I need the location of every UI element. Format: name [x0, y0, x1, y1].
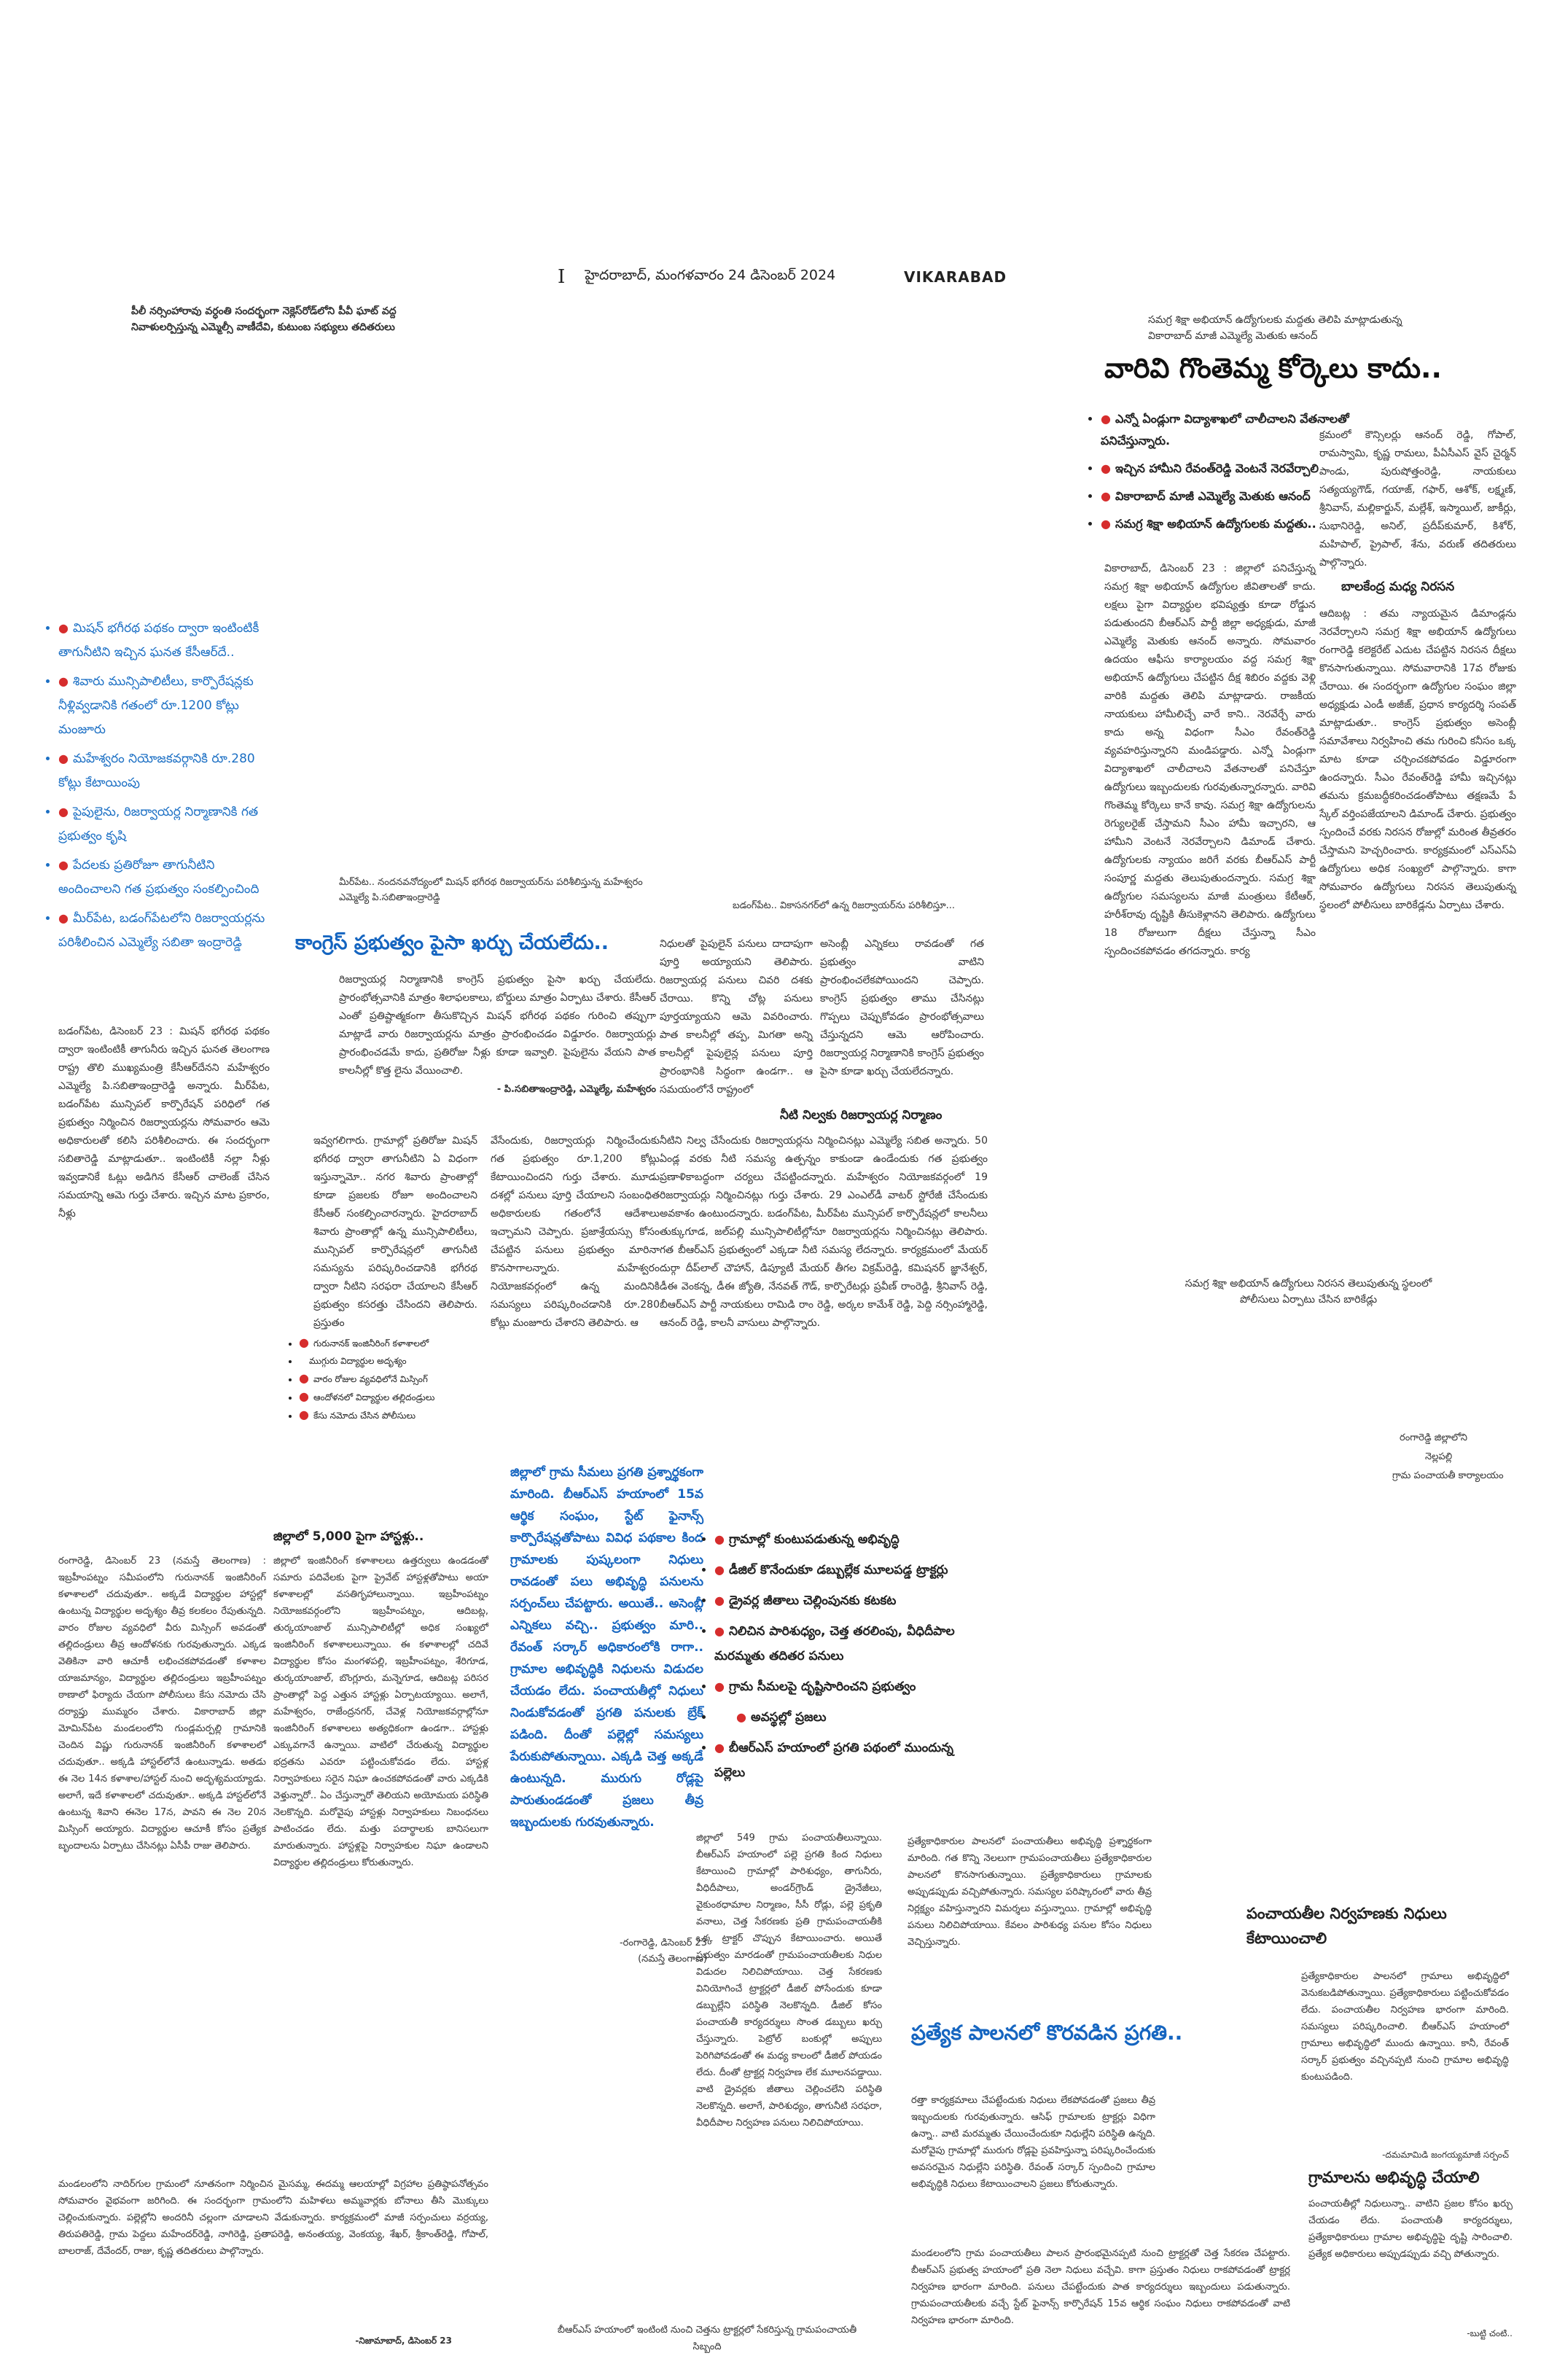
bottom-photo-caption: బీఆర్ఎస్ హయాంలో ఇంటింటి నుంచి చెత్తను ట్రాక్టర్లలో సేకరిస్తున్న గ్రామపంచాయతీ సిబ్బంది [557, 2325, 857, 2352]
story4-bullet: ● • బీఆర్ఎస్ హయాంలో ప్రగతి పథంలో ముందున్న పల్లెలు [714, 1736, 984, 1785]
story4-bullet: ● • డ్రైవర్ల జీతాలు చెల్లింపునకు కటకట [714, 1588, 984, 1613]
story4-dateline [583, 1935, 707, 1967]
story1-photo-caption-right: బడంగ్‌పేట.. వికాసనగర్‌లో ఉన్న రిజర్వాయర్‌ను పరిశీలిస్తూ... [733, 900, 956, 911]
story1-bullet: ● • మీర్‌పేట, బడంగ్‌పేటలోని రిజర్వాయర్లను పరిశీలించిన ఎమ్మెల్యే సబితా ఇంద్రారెడ్డి [58, 906, 277, 955]
story1-body-col1: బడంగ్‌పేట, డిసెంబర్ 23 : మిషన్ భగీరథ పథకం ద్వారా ఇంటింటికీ తాగునీరు ఇచ్చిన ఘనత తెలంగాణ రాష్ట్ర తొలి ముఖ్యమంత్రి కేసీఆర్‌దేనని మహేశ్వరం ఎమ్మెల్యే పి.సబితాఇంద్రారెడ్డి అన్నారు. మీర్‌పేట, బడంగ్‌పేట మున్సిపల్ కార్పొరేషన్ పరిధిలో గత ప్రభుత్వం నిర్మించిన రిజర్వాయర్లను సోమవారం ఆమె అధికారులతో కలిసి పరిశీలించారు. ఈ సందర్భంగా సబితారెడ్డి మాట్లాడుతూ.. ఇంటింటికీ నల్లా నీళ్లు ఇవ్వడానికే ఓట్లు అడిగిన కేసీఆర్ చాలెంజ్ చేసిన సమయాన్ని ఆమె గుర్తు చేశారు. ఇచ్చిన మాట ప్రకారం, నీళ్లు [58, 1026, 270, 1220]
story3-highlight: ● • కేసు నమోదు చేసిన పోలీసులు [299, 1406, 518, 1424]
story1-body-bottom: నీటిని నిల్వ చేసేందుకు రిజర్వాయర్లను నిర్మించినట్లు ఎమ్మెల్యే సబిత అన్నారు. 50 ఏండ్ల వరకు నీటి సమస్య ఉత్పన్నం కాకుండా ఉండేందుకు గత ప్రభుత్వం ప్రణాళికాబద్ధంగా చర్యలు చేపట్టిందన్నారు. మహేశ్వరం నియోజకవర్గంలో 19 రిజర్వాయర్లు నిర్మించినట్లు గుర్తు చేశారు. 29 ఎంఎల్‌డీ వాటర్ స్టోరేజీ చేసేందుకు అవకాశం ఉంటుందన్నారు. బడంగ్‌పేట, మీర్‌పేట మున్సిపల్ కార్పొరేషన్లలో కాలనీలు తుక్కుగూడ, జల్‌పల్లి మున్సిపాలిటీల్లోనూ రిజర్వాయర్లను నిర్మించినట్లు తెలిపారు. గత బీఆర్ఎస్ ప్రభుత్వంలో ఎక్కడా నీటి సమస్య లేదన్నారు. కార్యక్రమంలో మేయర్ దుర్గా దీప్‌లాల్ చౌహాన్, డిప్యూటీ మేయర్ తీగల విక్రమ్‌రెడ్డి, కమిషనర్ జ్ఞానేశ్వర్, డీఈ వెంకన్న, డీఈ జ్యోతి, నేనవత్ గౌడ్, కార్పొరేటర్లు ప్రవీణ్ రాంరెడ్డి, శ్రీనివాస్ రెడ్డి, బీఆర్ఎస్ పార్టీ నాయకులు రామిడి రాం రెడ్డి, అర్కల కామేశ్ రెడ్డి, పెద్ది నర్సింహ్మారెడ్డి, ఆనంద్ రెడ్డి, కాలనీ వాసులు పాల్గొన్నారు. [660, 1135, 988, 1329]
story1-bullet: ● • మిషన్ భగీరథ పథకం ద్వారా ఇంటింటికీ తాగునీటిని ఇచ్చిన ఘనత కేసీఆర్‌దే.. [58, 616, 277, 665]
story4-side-headline: పంచాయతీల నిర్వహణకు నిధులు కేటాయించాలి [1246, 1905, 1447, 1947]
story2-kicker [1148, 312, 1469, 344]
story2-photo-caption-line2: పోలీసులు ఏర్పాటు చేసిన బారికేడ్లు [1239, 1294, 1378, 1306]
story2-photo-caption [1148, 1276, 1469, 1308]
page-marker: I [558, 266, 566, 288]
story1-bullet: ● • పేదలకు ప్రతిరోజూ తాగునీటిని అందించాలని గత ప్రభుత్వం సంకల్పించింది [58, 853, 277, 902]
story3-body-col1: రంగారెడ్డి, డిసెంబర్ 23 (నమస్తే తెలంగాణ) : ఇబ్రహీంపట్నం సమీపంలోని గురునానక్ ఇంజినీరింగ్ కళాశాలలో చదువుతూ.. అక్కడే విద్యార్థుల హాస్టల్లో ఉంటున్న విద్యార్థుల అదృశ్యం తీవ్ర కలకలం రేపుతున్నది. వారం రోజుల వ్యవధిలో వీరు మిస్సింగ్ అవడంతో తల్లిదండ్రులు తీవ్ర ఆందోళనకు గురవుతున్నారు. ఎక్కడ వెతికినా వారి ఆచూకీ లభించకపోవడంతో కళాశాల యాజమాన్యం, విద్యార్థుల తల్లిదండ్రులు ఇబ్రహీంపట్నం ఠాణాలో ఫిర్యాదు చేయగా పోలీసులు కేసు నమోదు చేసి దర్యాప్తు ముమ్మరం చేశారు. వికారాబాద్ జిల్లా మోమిన్‌పేట మండలంలోని గుండ్లమర్పల్లి గ్రామానికి చెందిన విష్ణు గురునానక్ ఇంజినీరింగ్ కళాశాలలో చదువుతూ.. అక్కడి హాస్టల్‌లోనే ఉంటున్నాడు. అతడు ఈ నెల 14న కళాశాల/హాస్టల్ నుంచి అదృశ్యమయ్యాడు. అలాగే, ఇదే కళాశాలలో చదువుతూ.. అక్కడి హాస్టల్‌లోనే ఉంటున్న శివాని ఈనెల 17న, పావని ఈ నెల 20న మిస్సింగ్ అయ్యారు. విద్యార్థుల ఆచూకీ కోసం ప్రత్యేక బృందాలను ఏర్పాటు చేసినట్లు ఏసీపీ రాజు తెలిపారు. [58, 1556, 266, 1852]
story4-bullet: ● • గ్రామ సీమలపై దృష్టిసారించని ప్రభుత్వం [714, 1674, 984, 1699]
story2-bullet: ● • సమగ్ర శిక్షా అభియాన్ ఉద్యోగులకు మద్దతు.. [1101, 513, 1370, 535]
story3-highlight: ● • ఆందోళనలో విద్యార్థుల తల్లిదండ్రులు [299, 1388, 518, 1406]
story1-body-col2: ఇవ్వగలిగారు. గ్రామాల్లో ప్రతిరోజు మిషన్ భగీరథ ద్వారా తాగునీటిని ఏ విధంగా ఇస్తున్నామో.. నగర శివారు ప్రాంతాల్లో కూడా ప్రజలకు రోజూ అందించాలని కేసీఆర్ సంకల్పించారన్నారు. హైదరాబాద్ శివారు ప్రాంతాల్లో ఉన్న మున్సిపాలిటీలు, మున్సిపల్ కార్పొరేషన్లలో తాగునీటి సమస్యను పరిష్కరించడానికి భగీరథ ద్వారా నీటిని సరఫరా చేయాలని కేసీఆర్ ప్రభుత్వం కసరత్తు చేసిందని తెలిపారు. ప్రస్తుతం [313, 1135, 477, 1329]
story3-photo-caption [1356, 1429, 1516, 1486]
story4-side-headline2: గ్రామాలను అభివృద్ధి చేయాలి [1308, 2169, 1480, 2186]
story1-bullets [58, 616, 277, 959]
bottom-body: మండలంలోని నాదిర్‌గుల గ్రామంలో నూతనంగా నిర్మించిన మైసమ్మ, ఈదమ్మ ఆలయాల్లో విగ్రహాల ప్రతిష్ఠాపనోత్సవం సోమవారం వైభవంగా జరిగింది. ఈ సందర్భంగా గ్రామంలోని మహిళలు అమ్మవార్లకు బోనాలు తీసి మొక్కులు చెల్లించుకున్నారు. పల్లెల్లోని అందరినీ చల్లంగా చూడాలని వేడుకున్నారు. కార్యక్రమంలో మాజీ సర్పంచులు వర్రయ్య, తిరుపతిరెడ్డి, గ్రామ పెద్దలు మహేందర్‌రెడ్డి, నాగిరెడ్డి, ప్రతాపరెడ్డి, అనంతయ్య, వెంకయ్య, శేఖర్, శ్రీకాంత్‌రెడ్డి, గోపాల్, బాలరాజ్, దేవేందర్, రాజు, కృష్ణ తదితరులు పాల్గొన్నారు. [58, 2179, 488, 2257]
left-photo-caption [131, 303, 510, 335]
story1-quote-attr: - పి.సబితాఇంద్రారెడ్డి, ఎమ్మెల్యే, మహేశ్వరం [496, 1084, 656, 1095]
story2-body-right-top: క్రమంలో కౌన్సిలర్లు ఆనంద్ రెడ్డి, గోపాల్, రామస్వామి, కృష్ణ రామలు, పీఏసీఎస్ వైస్ చైర్మన్ పాండు, పురుషోత్తంరెడ్డి, నాయకులు సత్యయ్యగౌడ్, గయాజ్, గఫార్, ఆశోక్, లక్ష్మణ్, శ్రీనివాస్, మల్లికార్జున్, మల్లేశ్, ఇస్మాయిల్, జాకీర్లు, సుభానిరెడ్డి, అనిల్, ప్రదీప్‌కుమార్, కిశోర్, మహిపాల్, ప్రైపాల్, శేను, వరుణ్ తదితరులు పాల్గొన్నారు. [1319, 429, 1516, 569]
story4-side-body2: పంచాయతీల్లో నిధులున్నా.. వాటిని ప్రజల కోసం ఖర్చు చేయడం లేదు. పంచాయతీ కార్యదర్శులు, ప్రత్యేకాధికారులు గ్రామాల అభివృద్ధిపై దృష్టి సారించాలి. ప్రత్యేక అధికారులు అప్పుడప్పుడు వచ్చి పోతున్నారు. [1308, 2198, 1513, 2260]
story4-headline: ప్రత్యేక పాలనలో కొరవడిన ప్రగతి.. [911, 2021, 1183, 2045]
left-photo-caption-line1: పీలీ నర్సింహారావు వర్ధంతి సందర్భంగా నెక్లెస్‌రోడ్‌లోని పీవీ ఘాట్ వద్ద [131, 305, 397, 317]
story4-body-bottom: రత్తా కార్యక్రమాలు చేపట్టేందుకు నిధులు లేకపోవడంతో ప్రజలు తీవ్ర ఇబ్బందులకు గురవుతున్నారు. ఆసిఫ్ గ్రామాలకు ట్రాక్టర్లు విధిగా ఉన్నా.. వాటి మరమ్మతు చేయించేందుకూ నిధుల్లేని పరిస్థితి ఉన్నది. మరోవైపు గ్రామాల్లో మురుగు రోడ్లపై ప్రవహిస్తున్నా పరిష్కరించేందుకు అవసరమైన నిధుల్లేని పరిస్థితి. రేవంత్ సర్కార్ స్పందించి గ్రామాల అభివృద్ధికి నిధులు కేటాయించాలని ప్రజలు కోరుతున్నారు. [911, 2095, 1155, 2190]
story2-kicker-line2: వికారాబాద్ మాజీ ఎమ్మెల్యే మెతుకు ఆనంద్ [1148, 330, 1318, 342]
story3-highlights [299, 1334, 518, 1424]
story1-body-col5: అసెంబ్లీ ఎన్నికలు రావడంతో గత ప్రభుత్వం వాటిని ప్రారంభించలేకపోయిందని చెప్పారు. కాంగ్రెస్ ప్రభుత్వం తాము చేసినట్లు గొప్పలు చెప్పుకోవడం ప్రారంభోత్సవాలు చేస్తున్నదని ఆమె ఆరోపించారు. రిజర్వాయర్ల నిర్మాణానికి కాంగ్రెస్ ప్రభుత్వం పైసా కూడా ఖర్చు చేయలేదన్నారు. [820, 938, 984, 1077]
story2-bullet: ● • ఎన్నో ఏండ్లుగా విద్యాశాఖలో చాలీచాలని వేతనాలతో పనిచేస్తున్నారు. [1101, 408, 1370, 452]
story4-bullets [714, 1527, 984, 1791]
story4-dateline-line1: -రంగారెడ్డి, డిసెంబర్ 23 [619, 1938, 707, 1948]
story4-side-body: ప్రత్యేకాధికారుల పాలనలో గ్రామాలు అభివృద్ధిలో వెనుకబడిపోతున్నాయి. ప్రత్యేకాధికారులు పట్టించుకోవడం లేదు. పంచాయతీల నిర్వహణ భారంగా మారింది. సమస్యలు పరిష్కరించాలి. బీఆర్ఎస్ హయాంలో గ్రామాలు అభివృద్ధిలో ముందు ఉన్నాయి. కానీ, రేవంత్ సర్కార్ ప్రభుత్వం వచ్చినప్పటి నుంచి గ్రామాల అభివృద్ధి కుంటుపడింది. [1301, 1971, 1509, 2083]
story2-subhead: బాలకేంద్ర మధ్య నిరసన [1341, 580, 1455, 594]
story1-quote [339, 971, 656, 1117]
story2-body-left: వికారాబాద్, డిసెంబర్ 23 : జిల్లాలో పనిచేస్తున్న సమగ్ర శిక్షా అభియాన్ ఉద్యోగుల జీవితాలతో కాదు. లక్షలు పైగా విద్యార్థుల భవిష్యత్తు కూడా రోడ్డున పడుతుందని బీఆర్ఎస్ పార్టీ జిల్లా అధ్యక్షుడు, మాజీ ఎమ్మెల్యే మెతుకు ఆనంద్ అన్నారు. సోమవారం ఉదయం ఆఫీసు కార్యాలయం వద్ద సమగ్ర శిక్షా అభియాన్ ఉద్యోగులు చేపట్టిన దీక్ష శిబిరం వద్దకు వెళ్లి వారికి మద్దతు తెలిపి మాట్లాడారు. రాజకీయ నాయకులు హామీలిచ్చే వారే కాని.. నెరవేర్చే వారు కాదు అన్న విధంగా సీఎం రేవంత్‌రెడ్డి వ్యవహరిస్తున్నారని మండిపడ్డారు. ఎన్నో ఏండ్లుగా విద్యాశాఖలో చాలీచాలని వేతనాలతో పనిచేస్తూ ఉద్యోగులు ఇబ్బందులకు గురవుతున్నారన్నారు. వారివి గొంతెమ్మ కోర్కెలు కానే కావు. సమగ్ర శిక్షా ఉద్యోగులను రెగ్యులరైజ్ చేస్తామని సీఎం హామీ ఇచ్చారని, ఆ హామీని వెంటనే నెరవేర్చాలని డిమాండ్ చేశారు. ఉద్యోగులకు న్యాయం జరిగే వరకు బీఆర్ఎస్ పార్టీ సంపూర్ణ మద్దతు తెలుపుతుందన్నారు. సమగ్ర శిక్షా ఉద్యోగుల సమస్యలను మాజీ మంత్రులు కేటీఆర్, హరీశ్‌రావు దృష్టికి తీసుకెళ్లానని తెలిపారు. ఉద్యోగులు 18 రోజులుగా దీక్షలు చేస్తున్నా సీఎం స్పందించకపోవడం తగదన్నారు. కార్య [1104, 563, 1316, 957]
story4-highlight-paragraph: జిల్లాలో గ్రామ సీమలు ప్రగతి ప్రశ్నార్థకంగా మారింది. బీఆర్ఎస్ హయాంలో 15వ ఆర్థిక సంఘం, స్టేట్ ఫైనాన్స్ కార్పొరేషన్లతోపాటు వివిధ పథకాల కింద గ్రామాలకు పుష్కలంగా నిధులు రావడంతో పలు అభివృద్ధి పనులను సర్పంచ్‌లు చేపట్టారు. అయితే.. అసెంబ్లీ ఎన్నికలు వచ్చి.. ప్రభుత్వం మారి.. రేవంత్ సర్కార్ అధికారంలోకి రాగా.. గ్రామాల అభివృద్ధికి నిధులను విడుదల చేయడం లేదు. పంచాయతీల్లో నిధులు నిండుకోవడంతో ప్రగతి పనులకు బ్రేక్ పడింది. దీంతో పల్లెల్లో సమస్యలు పేరుకుపోతున్నాయి. ఎక్కడి చెత్త అక్కడే ఉంటున్నది. మురుగు రోడ్లపై పారుతుండడంతో ప్రజలు తీవ్ర ఇబ్బందులకు గురవుతున్నారు. [510, 1465, 703, 1830]
story4-bullet: ● • గ్రామాల్లో కుంటుపడుతున్న అభివృద్ధి [714, 1527, 984, 1552]
story3-highlight: • ముగ్గురు విద్యార్థుల అదృశ్యం [299, 1352, 518, 1370]
story2-bullet: ● • ఇచ్చిన హామీని రేవంత్‌రెడ్డి వెంటనే నెరవేర్చాలి [1101, 458, 1370, 480]
story4-side-attr2: -బుట్టి చంటి.. [1467, 2328, 1513, 2338]
story1-body-col4: నిధులతో పైపులైన్ పనులు దాదాపుగా పూర్తి అయ్యాయని తెలిపారు. రిజర్వాయర్ల పనులు చివరి దశకు చేరాయి. కొన్ని చోట్ల పనులు పూర్తయ్యాయని ఆమె వివరించారు. పాత కాలనీల్లో తప్ప, మిగతా అన్ని కాలనీల్లో పైపులైన్ల పనులు పూర్తి ప్రారంభానికి సిద్ధంగా ఉండగా.. ఆ సమయంలోనే రాష్ట్రంలో [660, 938, 813, 1096]
story4-body-right: ప్రత్యేకాధికారుల పాలనలో పంచాయతీలు అభివృద్ధి ప్రశ్నార్థకంగా మారింది. గత కొన్ని నెలలుగా గ్రామపంచాయతీలు ప్రత్యేకాధికారుల పాలనలో కొనసాగుతున్నాయి. ప్రత్యేకాధికారులు గ్రామాలకు అప్పుడప్పుడు వచ్చిపోతున్నారు. సమస్యల పరిష్కారంలో వారు తీవ్ర నిర్లక్ష్యం వహిస్తున్నారని విమర్శలు వస్తున్నాయి. గ్రామాల్లో అభివృద్ధి పనులు నిలిచిపోయాయి. కేవలం పారిశుధ్య పనుల కోసం నిధులు వెచ్చిస్తున్నారు. [908, 1836, 1152, 1948]
story3-photo-caption-line: నెల్లపల్లి [1425, 1451, 1453, 1462]
story4-side-attr: -దమమామిడి జంగయ్యమాజీ సర్పంచ్ [1382, 2150, 1509, 2160]
story1-bullet: ● • మహేశ్వరం నియోజకవర్గానికి రూ.280 కోట్లు కేటాయింపు [58, 746, 277, 795]
story2-photo-caption-line1: సమగ్ర శిక్షా అభియాన్ ఉద్యోగులు నిరసన తెలుపుతున్న స్థలంలో [1185, 1278, 1432, 1290]
story2-bullet: ● • వికారాబాద్ మాజీ ఎమ్మెల్యే మెతుకు ఆనంద్ [1101, 485, 1370, 507]
story2-kicker-line1: సమగ్ర శిక్షా అభియాన్ ఉద్యోగులకు మద్దతు తెలిపి మాట్లాడుతున్న [1148, 314, 1402, 326]
story3-highlight: ● • గురునానక్ ఇంజినీరింగ్ కళాశాలలో [299, 1334, 518, 1352]
story4-bullet: ● • నిలిచిన పారిశుధ్యం, చెత్త తరలింపు, వీధిదీపాల మరమ్మతు తదితర పనులు [714, 1619, 984, 1669]
story4-body-last: మండలంలోని గ్రామ పంచాయతీలు పాలన ప్రారంభమైనప్పటి నుంచి ట్రాక్టర్లతో చెత్త సేకరణ చేపట్టారు. బీఆర్ఎస్ ప్రభుత్వ హయాంలో ప్రతి నెలా నిధులు వచ్చేవి. కాగా ప్రస్తుతం నిధులు రాకపోవడంతో ట్రాక్టర్ల నిర్వహణ భారంగా మారింది. పనులు చేపట్టేందుకు పాత కార్యదర్శులు ఇబ్బందులు పడుతున్నారు. గ్రామపంచాయతీలకు వచ్చే స్టేట్ ఫైనాన్స్ కార్పొరేషన్ 15వ ఆర్థిక సంఘం నిధులు రాకపోవడంతో వాటి నిర్వహణ భారంగా మారింది. [911, 2248, 1290, 2326]
story1-body-col3: వేసేందుకు, రిజర్వాయర్లు నిర్మించేందుకు గత ప్రభుత్వం రూ.1,200 కోట్లు కేటాయించిందని గుర్తు చేశారు. మూడు దశల్లో పనులు పూర్తి చేయాలని సంబంధిత అధికారులకు గతంలోనే ఆదేశాలు ఇచ్చామని చెప్పారు. ప్రజాశ్రేయస్సు కోసం చేపట్టిన పనులు ప్రభుత్వం మారినా కొనసాగాలన్నారు. మహేశ్వరం నియోజకవర్గంలో ఉన్న మందినికి సమస్యలు పరిష్కరించడానికి రూ.280 కోట్లు మంజూరు చేశారని తెలిపారు. ఆ [491, 1135, 660, 1329]
story4-bullet: ● • డీజిల్ కొనేందుకూ డబ్బుల్లేక మూలపడ్డ ట్రాక్టర్లు [714, 1558, 984, 1583]
story1-headline: కాంగ్రెస్ ప్రభుత్వం పైసా ఖర్చు చేయలేదు.. [295, 932, 609, 954]
story3-photo-caption-line: గ్రామ పంచాయతీ కార్యాలయం [1392, 1470, 1504, 1481]
story2-headline: వారివి గొంతెమ్మ కోర్కెలు కాదు.. [1104, 352, 1442, 384]
story4-bullet: ● • అవస్థల్లో ప్రజలు [714, 1705, 984, 1730]
story1-photo-caption-left: మీర్‌పేట.. నందనవనోద్యంలో మిషన్ భగీరథ రిజర్వాయర్‌ను పరిశీలిస్తున్న మహేశ్వరం ఎమ్మెల్యే పి.సబితాఇంద్రారెడ్డి [339, 877, 643, 903]
left-photo-caption-line2: నివాళులర్పిస్తున్న ఎమ్మెల్సీ వాణీదేవి, కుటుంబ సభ్యులు తదితరులు [131, 321, 395, 333]
bottom-attr: -నిజామాబాద్, డిసెంబర్ 23 [355, 2336, 452, 2346]
story3-photo-caption-line: రంగారెడ్డి జిల్లాలోని [1400, 1432, 1468, 1443]
story1-bullet: ● • పైపులైను, రిజర్వాయర్ల నిర్మాణానికి గత ప్రభుత్వం కృషి [58, 800, 277, 848]
story4-body-left: జిల్లాలో 549 గ్రామ పంచాయతీలున్నాయి. బీఆర్ఎస్ హయాంలో పల్లె ప్రగతి కింద నిధులు కేటాయించి గ్రామాల్లో పారిశుధ్యం, తాగునీరు, వీధిదీపాలు, అండర్‌గ్రౌండ్ డ్రైనేజీలు, వైకుంఠధామాల నిర్మాణం, సీసీ రోడ్లు, పల్లె ప్రకృతి వనాలు, చెత్త సేకరణకు ప్రతి గ్రామపంచాయతీకి ఒక్క ట్రాక్టర్ చొప్పున కేటాయించారు. అయితే ప్రభుత్వం మారడంతో గ్రామపంచాయతీలకు నిధుల విడుదల నిలిచిపోయాయి. చెత్త సేకరణకు వినియోగించే ట్రాక్టర్లలో డీజిల్ పోసేందుకు కూడా డబ్బుల్లేని పరిస్థితి నెలకొన్నది. డీజిల్ కోసం పంచాయతీ కార్యదర్శులు సొంత డబ్బులు ఖర్చు చేస్తున్నారు. పెట్రోల్ బంకుల్లో అప్పులు పెరిగిపోవడంతో ఈ మధ్య కాలంలో డీజిల్ పోయడం లేదు. దీంతో ట్రాక్టర్ల నిర్వహణ లేక మూలనపడ్డాయి. వాటి డ్రైవర్లకు జీతాలు చెల్లించలేని పరిస్థితి నెలకొన్నది. అలాగే, పారిశుధ్యం, తాగునీటి సరఫరా, వీధిదీపాల నిర్వహణ పనులు నిలిచిపోయాయి. [696, 1833, 882, 2129]
edition-label: VIKARABAD [904, 268, 1007, 286]
story3-subhead: జిల్లాలో 5,000 పైగా హాస్టళ్లు.. [273, 1529, 424, 1544]
story3-highlight: ● • వారం రోజుల వ్యవధిలోనే మిస్సింగ్ [299, 1370, 518, 1388]
story2-body-right-bottom: ఆదిబట్ల : తమ న్యాయమైన డిమాండ్లను నెరవేర్చాలని సమగ్ర శిక్షా అభియాన్ ఉద్యోగులు రంగారెడ్డి కలెక్టరేట్ ఎదుట చేపట్టిన నిరసన దీక్షలు కొనసాగుతున్నాయి. సోమవారానికి 17వ రోజుకు చేరాయి. ఈ సందర్భంగా ఉద్యోగుల సంఘం జిల్లా అధ్యక్షుడు ఎండీ అజీజ్, ప్రధాన కార్యదర్శి సంపత్ మాట్లాడుతూ.. కాంగ్రెస్ ప్రభుత్వం అసెంబ్లీ సమావేశాలు నిర్వహించి తమ గురించి కనీసం ఒక్క మాట కూడా చర్చించకపోవడం విడ్డూరంగా ఉందన్నారు. సీఎం రేవంత్‌రెడ్డి హామీ ఇచ్చినట్లు తమను క్రమబద్ధీకరించడంతోపాటు తక్షణమే పే స్కేల్ వర్తింపజేయాలని డిమాండ్ చేశారు. ప్రభుత్వం స్పందించే వరకు నిరసన రోజుల్లో మరింత తీవ్రతరం చేస్తామని హెచ్చరించారు. కార్యక్రమంలో ఎస్ఎస్ఏ ఉద్యోగులు అధిక సంఖ్యలో పాల్గొన్నారు. కాగా సోమవారం ఉద్యోగులు నిరసన తెలుపుతున్న స్థలంలో పోలీసులు బారికేడ్లను ఏర్పాటు చేశారు. [1319, 608, 1516, 911]
story1-quote-text: రిజర్వాయర్ల నిర్మాణానికి కాంగ్రెస్ ప్రభుత్వం పైసా ఖర్చు చేయలేదు. ప్రారంభోత్సవానికి మాత్రం శిలాఫలకాలు, బోర్డులు మాత్రం ఏర్పాటు చేశారు. కేసీఆర్ ఎంతో ప్రతిష్టాత్మకంగా తీసుకొచ్చిన మిషన్ భగీరథ పథకం గురించి తప్పుగా మాట్లాడే వారు రిజర్వాయర్లను మాత్రం ప్రారంభించడం విడ్డూరం. రిజర్వాయర్లు ప్రారంభించడమే కాదు, ప్రతిరోజు నీళ్లు కూడా ఇవ్వాలి. పైపులైను వేయని పాత కాలనీల్లో కొత్త లైను వేయించాలి. [339, 974, 656, 1077]
story3-body-col2: జిల్లాలో ఇంజినీరింగ్ కళాశాలలు ఉత్తర్వులు ఉండడంతో సమారు పదివేలకు పైగా ప్రైవేట్ హాస్టళ్లతోపాటు అయా కళాశాలల్లో వసతిగృహాలున్నాయి. ఇబ్రహీంపట్నం నియోజకవర్గంలోని ఇబ్రహీంపట్నం, ఆదిబట్ల, తుర్కయాంజాల్ మున్సిపాలిటీల్లో అధిక సంఖ్యలో ఇంజినీరింగ్ కళాశాలలున్నాయి. ఈ కళాశాలల్లో చదివే విద్యార్థుల కోసం మంగళపల్లి, ఇబ్రహీంపట్నం, శేరిగూడ, తుర్కయాంజాల్, బొంగ్లూరు, మన్నెగూడ, ఆదిబట్ల పరిసర ప్రాంతాల్లో పెద్ద ఎత్తున హాస్టళ్లు ఏర్పాటయ్యాయి. అలాగే, మహేశ్వరం, రాజేంద్రనగర్, చేవెళ్ల నియోజకవర్గాల్లోనూ ఇంజినీరింగ్ కళాశాలలు అత్యధికంగా ఉండగా.. హాస్టళ్లు ఎక్కువగానే ఉన్నాయి. వాటిలో చేరుతున్న విద్యార్థుల భద్రతను ఎవరూ పట్టించుకోవడం లేదు. హాస్టళ్ల నిర్వాహకులు సరైన నిఘా ఉంచకపోవడంతో వారు ఎక్కడికి వెళ్తున్నారో.. ఏం చేస్తున్నారో తెలియని అయోమయ పరిస్థితి నెలకొన్నది. మరోవైపు హాస్టళ్లు నిర్వాహకులు నిబంధనలు పాటించడం లేదు. మత్తు పదార్థాలకు బానిసలుగా మారుతున్నారు. హాస్టళ్లపై నిర్వాహకుల నిఘా ఉండాలని విద్యార్థుల తల్లిదండ్రులు కోరుతున్నారు. [273, 1556, 488, 1868]
story1-subhead: నీటి నిల్వకు రిజర్వాయర్ల నిర్మాణం [780, 1108, 943, 1123]
dateline: హైదరాబాద్, మంగళవారం 24 డిసెంబర్ 2024 [585, 267, 836, 284]
story1-bullet: ● • శివారు మున్సిపాలిటీలు, కార్పొరేషన్లకు నీళ్లివ్వడానికి గతంలో రూ.1200 కోట్లు మంజూరు [58, 669, 277, 742]
story4-dateline-line2: (నమస్తే తెలంగాణ) [638, 1954, 707, 1965]
